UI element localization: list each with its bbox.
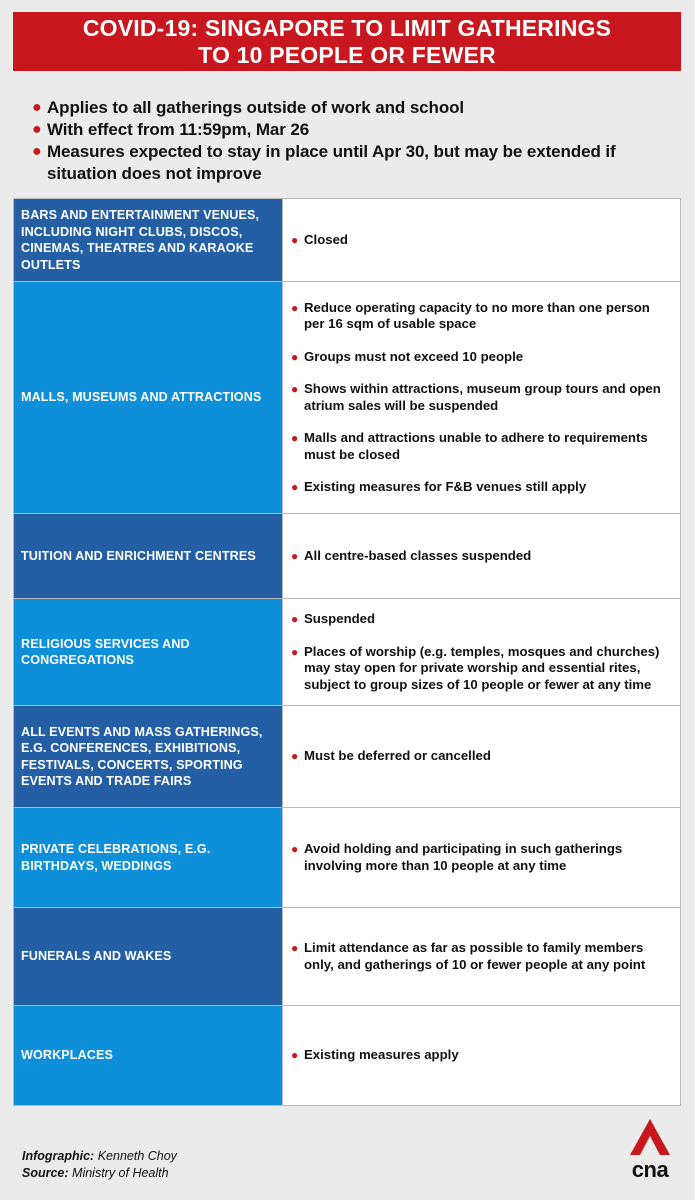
bullet-dot-icon: ● — [291, 382, 299, 396]
credits — [22, 1148, 177, 1181]
bullet-dot-icon: ● — [291, 941, 299, 955]
details-cell — [282, 908, 680, 1005]
bullet-dot-icon: ● — [32, 121, 42, 138]
table-row — [14, 1006, 680, 1105]
category-cell: BARS AND ENTERTAINMENT VENUES, INCLUDING NIGHT CLUBS, DISCOS, CINEMAS, THEATRES AND KARAOKE OUTLETS — [14, 199, 282, 281]
bullet-dot-icon: ● — [291, 480, 299, 494]
detail-item: ● Places of worship (e.g. temples, mosques and churches) may stay open for private worship and essential rites, subject to group sizes of 10 people or fewer at any time — [291, 643, 660, 692]
bullet-dot-icon: ● — [291, 842, 299, 856]
category-cell: ALL EVENTS AND MASS GATHERINGS, E.G. CONFERENCES, EXHIBITIONS, FESTIVALS, CONCERTS, SPORTING EVENTS AND TRADE FAIRS — [14, 706, 282, 807]
detail-item: ● Existing measures apply — [291, 1047, 459, 1063]
detail-item: ● Limit attendance as far as possible to family members only, and gatherings of 10 or fewer people at any point — [291, 940, 646, 972]
measures-table — [13, 198, 681, 1106]
detail-item: ● Existing measures for F&B venues still apply — [291, 479, 587, 494]
table-row — [14, 282, 680, 514]
table-row — [14, 808, 680, 908]
bullet-dot-icon: ● — [291, 349, 299, 364]
detail-item: ● All centre-based classes suspended — [291, 547, 532, 563]
title-line-1: COVID-19: SINGAPORE TO LIMIT GATHERINGS — [82, 15, 612, 41]
details-cell — [282, 514, 680, 598]
summary-bullet: ● With effect from 11:59pm, Mar 26 — [32, 120, 310, 139]
category-cell: PRIVATE CELEBRATIONS, E.G. BIRTHDAYS, WEDDINGS — [14, 808, 282, 907]
cna-logo — [624, 1117, 676, 1181]
detail-item: ● Must be deferred or cancelled — [291, 748, 491, 764]
cna-logo-text: cna — [631, 1157, 669, 1182]
details-cell — [282, 282, 680, 513]
detail-item: ● Reduce operating capacity to no more than one person per 16 sqm of usable space — [291, 299, 650, 331]
category-cell: FUNERALS AND WAKES — [14, 908, 282, 1005]
detail-item: ● Shows within attractions, museum group tours and open atrium sales will be suspended — [291, 381, 661, 413]
detail-item: ● Groups must not exceed 10 people — [291, 348, 524, 364]
bullet-dot-icon: ● — [32, 143, 42, 160]
category-cell: RELIGIOUS SERVICES AND CONGREGATIONS — [14, 599, 282, 705]
table-row — [14, 599, 680, 706]
detail-item: ● Closed — [291, 231, 348, 247]
table-row — [14, 514, 680, 599]
bullet-dot-icon: ● — [291, 749, 299, 764]
table-row — [14, 908, 680, 1006]
bullet-dot-icon: ● — [291, 548, 299, 563]
source-credit: Source: Ministry of Health — [22, 1165, 169, 1180]
category-cell: WORKPLACES — [14, 1006, 282, 1105]
bullet-dot-icon: ● — [291, 431, 299, 445]
bullet-dot-icon: ● — [291, 300, 299, 315]
title-banner — [13, 12, 681, 71]
bullet-dot-icon: ● — [32, 99, 42, 116]
detail-item: ● Suspended — [291, 611, 376, 626]
cna-logo-icon — [624, 1117, 676, 1157]
summary-bullets — [32, 97, 672, 185]
category-cell: MALLS, MUSEUMS AND ATTRACTIONS — [14, 282, 282, 513]
detail-item: ● Malls and attractions unable to adhere to requirements must be closed — [291, 430, 648, 462]
category-cell: TUITION AND ENRICHMENT CENTRES — [14, 514, 282, 598]
title-line-2: TO 10 PEOPLE OR FEWER — [198, 42, 496, 68]
summary-bullet: ● Measures expected to stay in place until Apr 30, but may be extended if situation does not improve — [32, 142, 616, 183]
bullet-dot-icon: ● — [291, 612, 299, 626]
bullet-dot-icon: ● — [291, 644, 299, 659]
infographic-credit: Infographic: Kenneth Choy — [22, 1149, 177, 1163]
details-cell — [282, 706, 680, 807]
details-cell — [282, 599, 680, 705]
details-cell — [282, 199, 680, 281]
details-cell — [282, 808, 680, 907]
table-row — [14, 199, 680, 282]
details-cell — [282, 1006, 680, 1105]
bullet-dot-icon: ● — [291, 1048, 299, 1063]
table-row — [14, 706, 680, 808]
bullet-dot-icon: ● — [291, 232, 299, 247]
detail-item: ● Avoid holding and participating in such gatherings involving more than 10 people at any time — [291, 841, 623, 873]
summary-bullet: ● Applies to all gatherings outside of work and school — [32, 98, 465, 117]
